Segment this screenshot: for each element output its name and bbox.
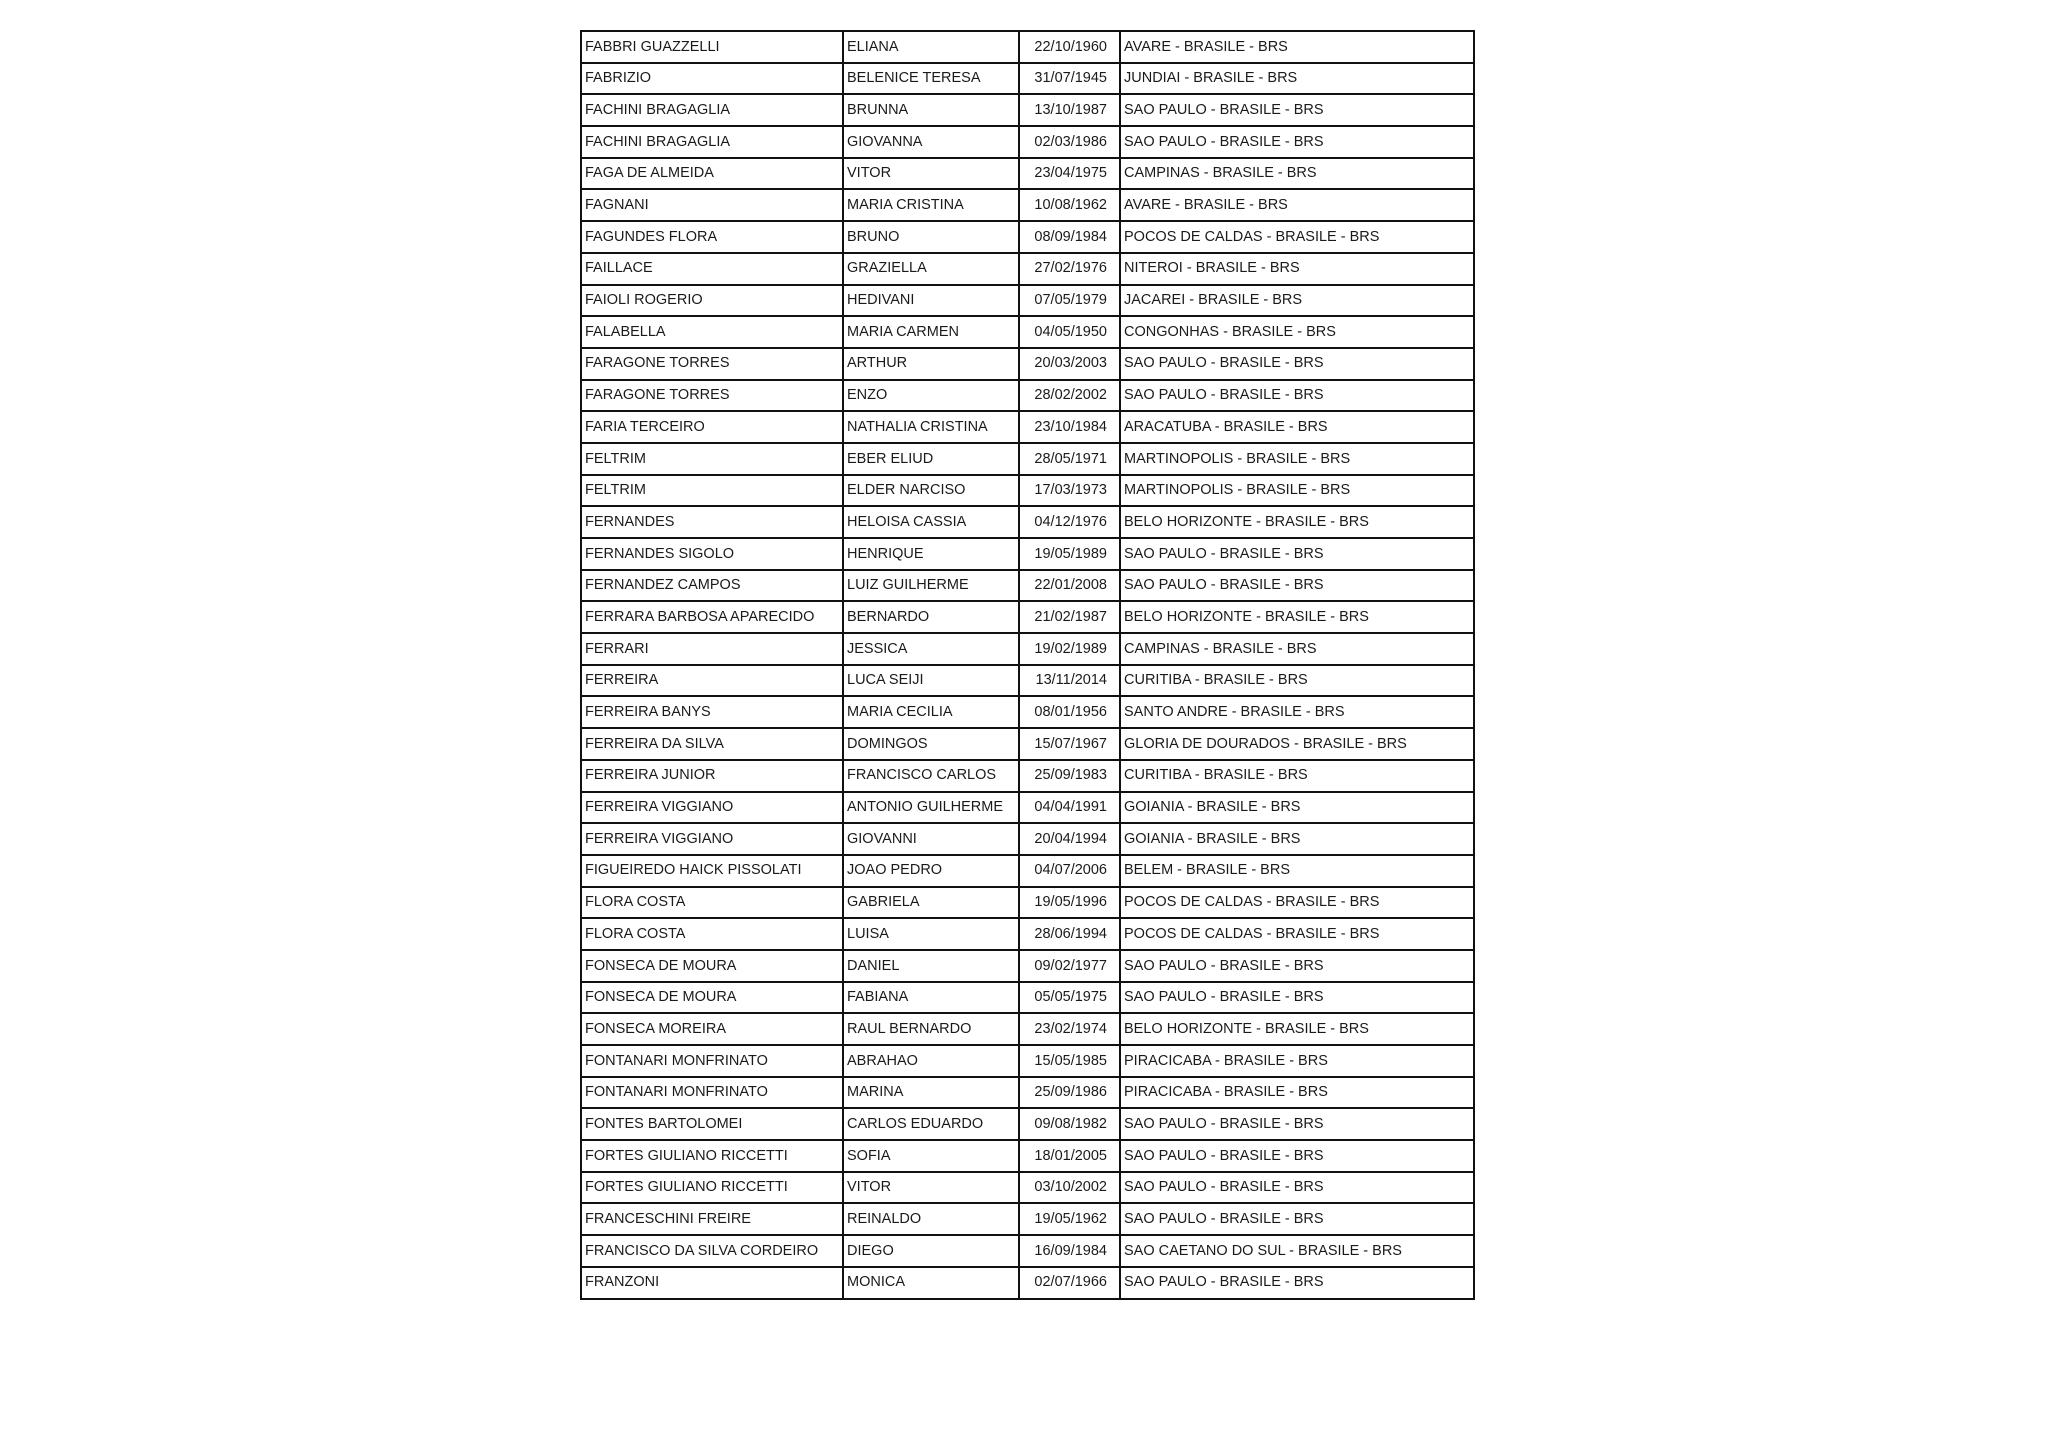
table-row — [581, 1108, 1474, 1140]
given-name-cell: LUIZ GUILHERME — [843, 570, 1019, 602]
birthplace-cell: SAO PAULO - BRASILE - BRS — [1120, 538, 1474, 570]
birthplace-cell: SAO PAULO - BRASILE - BRS — [1120, 982, 1474, 1014]
birthplace-cell: ARACATUBA - BRASILE - BRS — [1120, 411, 1474, 443]
birth-date-cell: 10/08/1962 — [1019, 189, 1120, 221]
surname-cell: FAIOLI ROGERIO — [581, 285, 843, 317]
birth-date-cell: 25/09/1986 — [1019, 1077, 1120, 1109]
birth-date-cell: 03/10/2002 — [1019, 1172, 1120, 1204]
surname-cell: FONTES BARTOLOMEI — [581, 1108, 843, 1140]
given-name-cell: HEDIVANI — [843, 285, 1019, 317]
given-name-cell: GIOVANNA — [843, 126, 1019, 158]
surname-cell: FLORA COSTA — [581, 887, 843, 919]
birthplace-cell: AVARE - BRASILE - BRS — [1120, 31, 1474, 63]
birthplace-cell: SAO PAULO - BRASILE - BRS — [1120, 348, 1474, 380]
birth-date-cell: 23/04/1975 — [1019, 158, 1120, 190]
table-row — [581, 253, 1474, 285]
table-row — [581, 63, 1474, 95]
given-name-cell: DANIEL — [843, 950, 1019, 982]
surname-cell: FACHINI BRAGAGLIA — [581, 126, 843, 158]
table-row — [581, 760, 1474, 792]
surname-cell: FELTRIM — [581, 443, 843, 475]
surname-cell: FERREIRA VIGGIANO — [581, 792, 843, 824]
birthplace-cell: CAMPINAS - BRASILE - BRS — [1120, 633, 1474, 665]
birthplace-cell: SAO PAULO - BRASILE - BRS — [1120, 1267, 1474, 1299]
given-name-cell: MARIA CARMEN — [843, 316, 1019, 348]
birth-date-cell: 28/02/2002 — [1019, 380, 1120, 412]
surname-cell: FAGNANI — [581, 189, 843, 221]
table-row — [581, 823, 1474, 855]
birth-date-cell: 31/07/1945 — [1019, 63, 1120, 95]
given-name-cell: MARINA — [843, 1077, 1019, 1109]
table-row — [581, 1013, 1474, 1045]
birthplace-cell: SAO PAULO - BRASILE - BRS — [1120, 950, 1474, 982]
records-table-body — [581, 31, 1474, 1299]
given-name-cell: VITOR — [843, 158, 1019, 190]
birthplace-cell: SAO PAULO - BRASILE - BRS — [1120, 1172, 1474, 1204]
surname-cell: FACHINI BRAGAGLIA — [581, 94, 843, 126]
birth-date-cell: 15/07/1967 — [1019, 728, 1120, 760]
birthplace-cell: SANTO ANDRE - BRASILE - BRS — [1120, 696, 1474, 728]
surname-cell: FONSECA DE MOURA — [581, 950, 843, 982]
table-row — [581, 633, 1474, 665]
given-name-cell: ABRAHAO — [843, 1045, 1019, 1077]
birthplace-cell: CURITIBA - BRASILE - BRS — [1120, 760, 1474, 792]
birthplace-cell: MARTINOPOLIS - BRASILE - BRS — [1120, 443, 1474, 475]
birthplace-cell: NITEROI - BRASILE - BRS — [1120, 253, 1474, 285]
given-name-cell: JOAO PEDRO — [843, 855, 1019, 887]
birthplace-cell: JUNDIAI - BRASILE - BRS — [1120, 63, 1474, 95]
surname-cell: FERREIRA BANYS — [581, 696, 843, 728]
given-name-cell: ELIANA — [843, 31, 1019, 63]
table-row — [581, 506, 1474, 538]
given-name-cell: FRANCISCO CARLOS — [843, 760, 1019, 792]
given-name-cell: RAUL BERNARDO — [843, 1013, 1019, 1045]
surname-cell: FABBRI GUAZZELLI — [581, 31, 843, 63]
birth-date-cell: 16/09/1984 — [1019, 1235, 1120, 1267]
given-name-cell: ANTONIO GUILHERME — [843, 792, 1019, 824]
surname-cell: FONTANARI MONFRINATO — [581, 1045, 843, 1077]
table-row — [581, 189, 1474, 221]
given-name-cell: HENRIQUE — [843, 538, 1019, 570]
birthplace-cell: POCOS DE CALDAS - BRASILE - BRS — [1120, 887, 1474, 919]
birth-date-cell: 09/08/1982 — [1019, 1108, 1120, 1140]
given-name-cell: NATHALIA CRISTINA — [843, 411, 1019, 443]
surname-cell: FERNANDEZ CAMPOS — [581, 570, 843, 602]
table-row — [581, 792, 1474, 824]
birthplace-cell: GOIANIA - BRASILE - BRS — [1120, 823, 1474, 855]
given-name-cell: LUISA — [843, 918, 1019, 950]
table-row — [581, 126, 1474, 158]
birthplace-cell: BELEM - BRASILE - BRS — [1120, 855, 1474, 887]
surname-cell: FARAGONE TORRES — [581, 380, 843, 412]
given-name-cell: MARIA CECILIA — [843, 696, 1019, 728]
birth-date-cell: 18/01/2005 — [1019, 1140, 1120, 1172]
surname-cell: FELTRIM — [581, 475, 843, 507]
table-row — [581, 411, 1474, 443]
surname-cell: FONSECA MOREIRA — [581, 1013, 843, 1045]
birth-date-cell: 23/10/1984 — [1019, 411, 1120, 443]
table-row — [581, 570, 1474, 602]
table-row — [581, 285, 1474, 317]
given-name-cell: BRUNNA — [843, 94, 1019, 126]
table-row — [581, 380, 1474, 412]
table-row — [581, 443, 1474, 475]
given-name-cell: JESSICA — [843, 633, 1019, 665]
surname-cell: FERRARI — [581, 633, 843, 665]
birth-date-cell: 20/04/1994 — [1019, 823, 1120, 855]
given-name-cell: ELDER NARCISO — [843, 475, 1019, 507]
table-row — [581, 1267, 1474, 1299]
birthplace-cell: SAO PAULO - BRASILE - BRS — [1120, 126, 1474, 158]
birthplace-cell: GLORIA DE DOURADOS - BRASILE - BRS — [1120, 728, 1474, 760]
birthplace-cell: POCOS DE CALDAS - BRASILE - BRS — [1120, 221, 1474, 253]
surname-cell: FERRARA BARBOSA APARECIDO — [581, 601, 843, 633]
birth-date-cell: 20/03/2003 — [1019, 348, 1120, 380]
birthplace-cell: BELO HORIZONTE - BRASILE - BRS — [1120, 1013, 1474, 1045]
given-name-cell: MARIA CRISTINA — [843, 189, 1019, 221]
birth-date-cell: 15/05/1985 — [1019, 1045, 1120, 1077]
surname-cell: FLORA COSTA — [581, 918, 843, 950]
birthplace-cell: GOIANIA - BRASILE - BRS — [1120, 792, 1474, 824]
surname-cell: FALABELLA — [581, 316, 843, 348]
surname-cell: FRANCISCO DA SILVA CORDEIRO — [581, 1235, 843, 1267]
birthplace-cell: POCOS DE CALDAS - BRASILE - BRS — [1120, 918, 1474, 950]
table-row — [581, 31, 1474, 63]
surname-cell: FERREIRA JUNIOR — [581, 760, 843, 792]
birthplace-cell: AVARE - BRASILE - BRS — [1120, 189, 1474, 221]
table-row — [581, 1235, 1474, 1267]
table-row — [581, 1203, 1474, 1235]
given-name-cell: GIOVANNI — [843, 823, 1019, 855]
given-name-cell: ARTHUR — [843, 348, 1019, 380]
surname-cell: FORTES GIULIANO RICCETTI — [581, 1172, 843, 1204]
table-row — [581, 538, 1474, 570]
birth-date-cell: 09/02/1977 — [1019, 950, 1120, 982]
birth-date-cell: 04/04/1991 — [1019, 792, 1120, 824]
birth-date-cell: 25/09/1983 — [1019, 760, 1120, 792]
table-row — [581, 918, 1474, 950]
birthplace-cell: SAO PAULO - BRASILE - BRS — [1120, 1203, 1474, 1235]
birthplace-cell: SAO PAULO - BRASILE - BRS — [1120, 94, 1474, 126]
table-row — [581, 94, 1474, 126]
given-name-cell: SOFIA — [843, 1140, 1019, 1172]
given-name-cell: MONICA — [843, 1267, 1019, 1299]
surname-cell: FRANZONI — [581, 1267, 843, 1299]
birth-date-cell: 17/03/1973 — [1019, 475, 1120, 507]
birthplace-cell: SAO CAETANO DO SUL - BRASILE - BRS — [1120, 1235, 1474, 1267]
given-name-cell: FABIANA — [843, 982, 1019, 1014]
given-name-cell: ENZO — [843, 380, 1019, 412]
surname-cell: FERNANDES SIGOLO — [581, 538, 843, 570]
given-name-cell: DIEGO — [843, 1235, 1019, 1267]
table-row — [581, 887, 1474, 919]
given-name-cell: VITOR — [843, 1172, 1019, 1204]
table-row — [581, 696, 1474, 728]
surname-cell: FAILLACE — [581, 253, 843, 285]
birth-date-cell: 28/06/1994 — [1019, 918, 1120, 950]
given-name-cell: REINALDO — [843, 1203, 1019, 1235]
given-name-cell: CARLOS EDUARDO — [843, 1108, 1019, 1140]
birth-date-cell: 19/05/1989 — [1019, 538, 1120, 570]
table-row — [581, 1140, 1474, 1172]
birthplace-cell: SAO PAULO - BRASILE - BRS — [1120, 570, 1474, 602]
given-name-cell: DOMINGOS — [843, 728, 1019, 760]
birthplace-cell: CONGONHAS - BRASILE - BRS — [1120, 316, 1474, 348]
birth-date-cell: 04/07/2006 — [1019, 855, 1120, 887]
birth-date-cell: 08/01/1956 — [1019, 696, 1120, 728]
table-row — [581, 221, 1474, 253]
birth-date-cell: 13/11/2014 — [1019, 665, 1120, 697]
given-name-cell: BRUNO — [843, 221, 1019, 253]
surname-cell: FAGUNDES FLORA — [581, 221, 843, 253]
birth-date-cell: 23/02/1974 — [1019, 1013, 1120, 1045]
table-row — [581, 601, 1474, 633]
surname-cell: FIGUEIREDO HAICK PISSOLATI — [581, 855, 843, 887]
surname-cell: FARIA TERCEIRO — [581, 411, 843, 443]
table-row — [581, 348, 1474, 380]
given-name-cell: GABRIELA — [843, 887, 1019, 919]
given-name-cell: GRAZIELLA — [843, 253, 1019, 285]
table-row — [581, 316, 1474, 348]
birthplace-cell: CAMPINAS - BRASILE - BRS — [1120, 158, 1474, 190]
table-row — [581, 855, 1474, 887]
birthplace-cell: CURITIBA - BRASILE - BRS — [1120, 665, 1474, 697]
birthplace-cell: BELO HORIZONTE - BRASILE - BRS — [1120, 601, 1474, 633]
birth-date-cell: 13/10/1987 — [1019, 94, 1120, 126]
given-name-cell: LUCA SEIJI — [843, 665, 1019, 697]
given-name-cell: BELENICE TERESA — [843, 63, 1019, 95]
table-row — [581, 475, 1474, 507]
birth-date-cell: 19/02/1989 — [1019, 633, 1120, 665]
birth-date-cell: 05/05/1975 — [1019, 982, 1120, 1014]
given-name-cell: EBER ELIUD — [843, 443, 1019, 475]
surname-cell: FABRIZIO — [581, 63, 843, 95]
surname-cell: FONTANARI MONFRINATO — [581, 1077, 843, 1109]
birthplace-cell: PIRACICABA - BRASILE - BRS — [1120, 1045, 1474, 1077]
surname-cell: FORTES GIULIANO RICCETTI — [581, 1140, 843, 1172]
surname-cell: FRANCESCHINI FREIRE — [581, 1203, 843, 1235]
birth-date-cell: 19/05/1962 — [1019, 1203, 1120, 1235]
table-row — [581, 728, 1474, 760]
birth-date-cell: 08/09/1984 — [1019, 221, 1120, 253]
surname-cell: FARAGONE TORRES — [581, 348, 843, 380]
birthplace-cell: SAO PAULO - BRASILE - BRS — [1120, 1140, 1474, 1172]
birth-date-cell: 21/02/1987 — [1019, 601, 1120, 633]
surname-cell: FERREIRA VIGGIANO — [581, 823, 843, 855]
birth-date-cell: 04/12/1976 — [1019, 506, 1120, 538]
records-table — [580, 30, 1475, 1300]
surname-cell: FERREIRA — [581, 665, 843, 697]
birthplace-cell: MARTINOPOLIS - BRASILE - BRS — [1120, 475, 1474, 507]
given-name-cell: BERNARDO — [843, 601, 1019, 633]
surname-cell: FERREIRA DA SILVA — [581, 728, 843, 760]
birth-date-cell: 27/02/1976 — [1019, 253, 1120, 285]
birth-date-cell: 28/05/1971 — [1019, 443, 1120, 475]
table-row — [581, 665, 1474, 697]
surname-cell: FAGA DE ALMEIDA — [581, 158, 843, 190]
table-row — [581, 1077, 1474, 1109]
birth-date-cell: 02/03/1986 — [1019, 126, 1120, 158]
surname-cell: FERNANDES — [581, 506, 843, 538]
given-name-cell: HELOISA CASSIA — [843, 506, 1019, 538]
table-row — [581, 158, 1474, 190]
birth-date-cell: 19/05/1996 — [1019, 887, 1120, 919]
birthplace-cell: SAO PAULO - BRASILE - BRS — [1120, 1108, 1474, 1140]
birth-date-cell: 22/01/2008 — [1019, 570, 1120, 602]
birth-date-cell: 02/07/1966 — [1019, 1267, 1120, 1299]
birth-date-cell: 22/10/1960 — [1019, 31, 1120, 63]
birthplace-cell: PIRACICABA - BRASILE - BRS — [1120, 1077, 1474, 1109]
surname-cell: FONSECA DE MOURA — [581, 982, 843, 1014]
birthplace-cell: JACAREI - BRASILE - BRS — [1120, 285, 1474, 317]
table-row — [581, 982, 1474, 1014]
birth-date-cell: 07/05/1979 — [1019, 285, 1120, 317]
table-row — [581, 950, 1474, 982]
birth-date-cell: 04/05/1950 — [1019, 316, 1120, 348]
table-row — [581, 1045, 1474, 1077]
table-row — [581, 1172, 1474, 1204]
birthplace-cell: SAO PAULO - BRASILE - BRS — [1120, 380, 1474, 412]
birthplace-cell: BELO HORIZONTE - BRASILE - BRS — [1120, 506, 1474, 538]
